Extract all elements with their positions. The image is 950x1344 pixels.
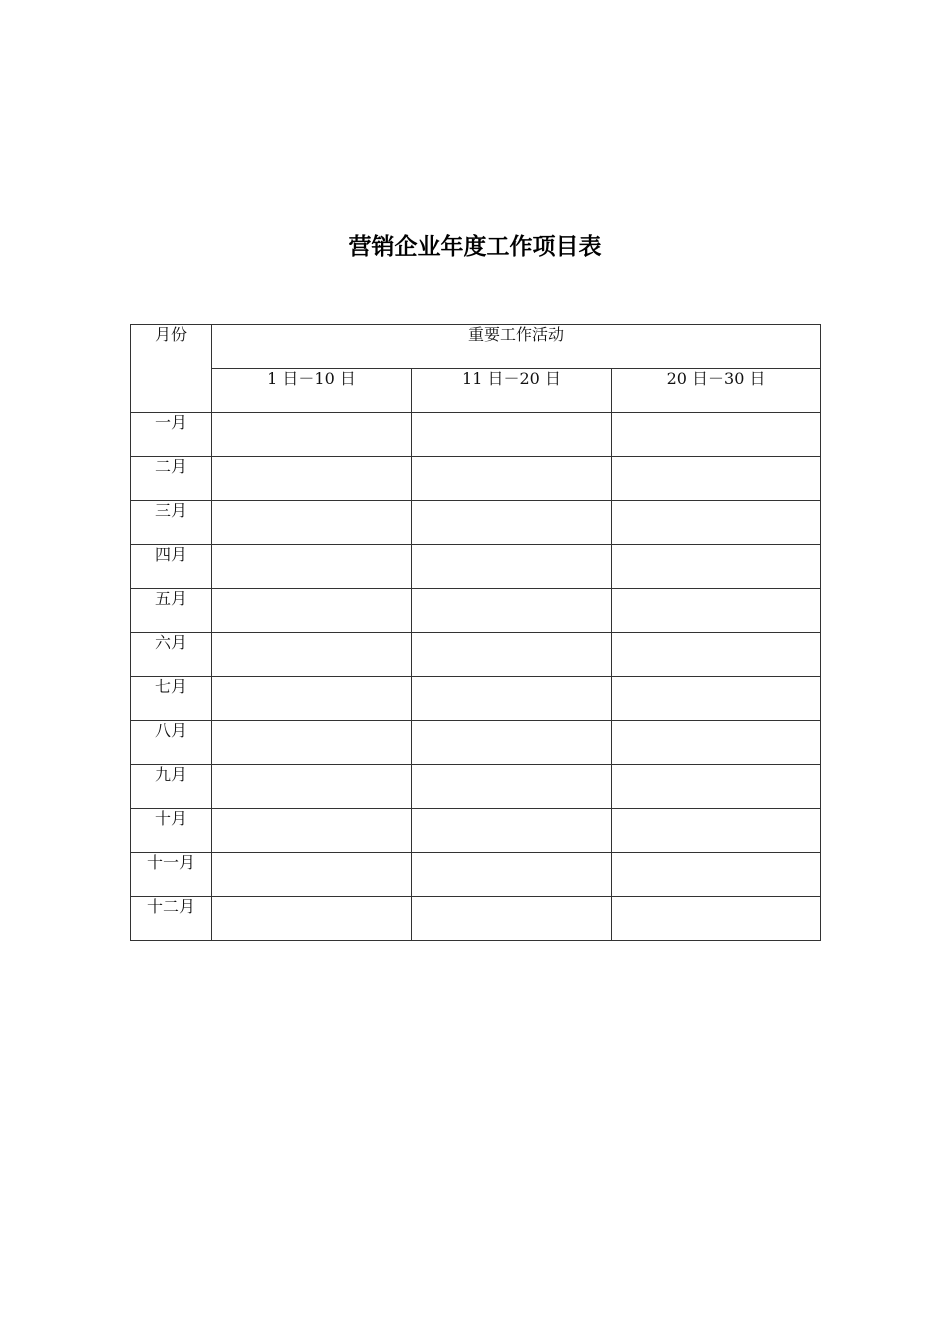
activity-cell[interactable]	[612, 765, 821, 809]
month-cell	[131, 413, 212, 457]
month-label: 六月	[154, 633, 187, 652]
month-label: 十二月	[146, 897, 195, 916]
month-label: 七月	[154, 677, 187, 696]
table-row	[131, 765, 821, 809]
activity-cell[interactable]	[612, 501, 821, 545]
activity-cell[interactable]	[212, 677, 412, 721]
annual-work-table	[130, 324, 821, 941]
month-label: 二月	[154, 457, 187, 476]
period-header-cell	[612, 369, 821, 413]
activity-cell[interactable]	[412, 589, 612, 633]
activity-cell[interactable]	[412, 457, 612, 501]
period-header-label: 11 日－20 日	[462, 369, 561, 388]
month-cell	[131, 897, 212, 941]
table-row	[131, 897, 821, 941]
month-cell	[131, 765, 212, 809]
activity-cell[interactable]	[412, 853, 612, 897]
activity-cell[interactable]	[412, 501, 612, 545]
period-header-label: 20 日－30 日	[666, 369, 766, 388]
activity-cell[interactable]	[412, 809, 612, 853]
table-row	[131, 633, 821, 677]
table-row	[131, 853, 821, 897]
activity-cell[interactable]	[212, 809, 412, 853]
month-cell	[131, 809, 212, 853]
activity-cell[interactable]	[612, 853, 821, 897]
header-row	[131, 325, 821, 369]
month-cell	[131, 457, 212, 501]
table-row	[131, 721, 821, 765]
activity-cell[interactable]	[212, 853, 412, 897]
activity-cell[interactable]	[612, 545, 821, 589]
activity-cell[interactable]	[412, 765, 612, 809]
table-row	[131, 413, 821, 457]
activity-cell[interactable]	[412, 413, 612, 457]
month-cell	[131, 853, 212, 897]
activity-cell[interactable]	[212, 633, 412, 677]
period-header-cell	[412, 369, 612, 413]
activity-cell[interactable]	[412, 633, 612, 677]
month-label: 五月	[154, 589, 187, 608]
month-label: 一月	[154, 413, 187, 432]
activity-cell[interactable]	[212, 589, 412, 633]
table-row	[131, 809, 821, 853]
activity-cell[interactable]	[612, 721, 821, 765]
activity-cell[interactable]	[612, 589, 821, 633]
month-label: 十一月	[146, 853, 195, 872]
month-label: 九月	[154, 765, 187, 784]
activity-cell[interactable]	[212, 897, 412, 941]
activity-cell[interactable]	[212, 501, 412, 545]
activity-cell[interactable]	[612, 633, 821, 677]
activity-cell[interactable]	[412, 677, 612, 721]
table-row	[131, 589, 821, 633]
table-row	[131, 501, 821, 545]
period-header-row	[131, 369, 821, 413]
month-cell	[131, 677, 212, 721]
month-header-cell	[131, 325, 212, 413]
activity-cell[interactable]	[612, 897, 821, 941]
month-cell	[131, 501, 212, 545]
month-cell	[131, 633, 212, 677]
activity-cell[interactable]	[412, 545, 612, 589]
month-label: 四月	[154, 545, 187, 564]
activity-cell[interactable]	[212, 765, 412, 809]
activity-cell[interactable]	[612, 677, 821, 721]
activity-cell[interactable]	[212, 413, 412, 457]
period-header-cell	[212, 369, 412, 413]
activity-cell[interactable]	[212, 457, 412, 501]
month-label: 八月	[154, 721, 187, 740]
activity-header-label: 重要工作活动	[468, 325, 565, 344]
period-header-label: 1 日－10 日	[267, 369, 356, 388]
activity-cell[interactable]	[612, 457, 821, 501]
month-cell	[131, 545, 212, 589]
month-label: 三月	[154, 501, 187, 520]
activity-cell[interactable]	[612, 809, 821, 853]
activity-cell[interactable]	[212, 721, 412, 765]
month-cell	[131, 721, 212, 765]
month-header-label: 月份	[154, 325, 187, 344]
activity-cell[interactable]	[412, 721, 612, 765]
activity-header-cell	[212, 325, 821, 369]
table-row	[131, 677, 821, 721]
activity-cell[interactable]	[212, 545, 412, 589]
activity-cell[interactable]	[412, 897, 612, 941]
month-label: 十月	[154, 809, 187, 828]
table-row	[131, 457, 821, 501]
document-title: 营销企业年度工作项目表	[348, 234, 602, 260]
month-cell	[131, 589, 212, 633]
table-row	[131, 545, 821, 589]
activity-cell[interactable]	[612, 413, 821, 457]
